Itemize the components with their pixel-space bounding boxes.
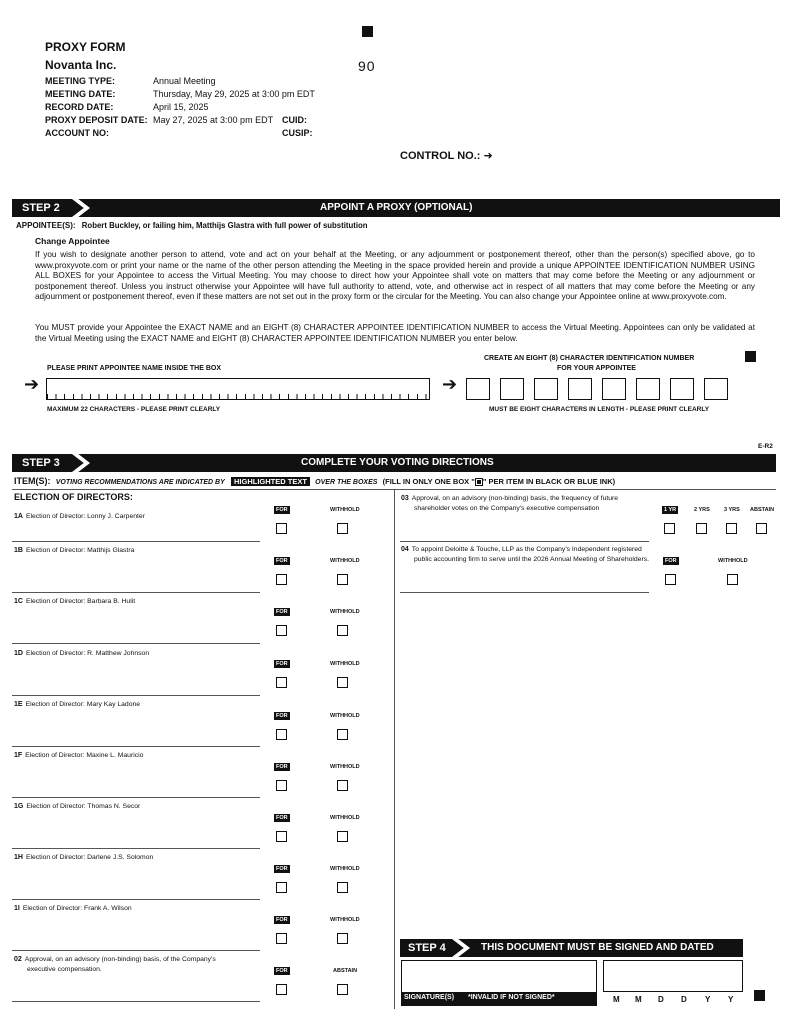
- row-divider: [12, 541, 260, 542]
- account-no-label: ACCOUNT NO:: [45, 128, 109, 138]
- step2-label: STEP 2: [22, 202, 60, 214]
- director-1i-text: [14, 904, 132, 914]
- director-1a-withhold-label: WITHHOLD: [330, 507, 360, 513]
- highlighted-text-sample: HIGHLIGHTED TEXT: [231, 477, 310, 486]
- filled-box-icon: [475, 478, 483, 486]
- director-1i-withhold-checkbox[interactable]: [337, 933, 348, 944]
- control-number-label: CONTROL NO.: ➜: [400, 150, 493, 162]
- item-label: Election of Director: Darlene J.S. Solomon: [25, 854, 154, 861]
- appointee-id-char-1[interactable]: [466, 378, 490, 400]
- appointee-id-label-1: CREATE AN EIGHT (8) CHARACTER IDENTIFICATION NUMBER: [484, 355, 695, 362]
- director-1a-text: [14, 512, 145, 522]
- item-02-abstain-label: ABSTAIN: [333, 968, 358, 974]
- director-1b-text: [14, 546, 134, 556]
- id-arrow-icon: ➔: [442, 374, 458, 394]
- date-input[interactable]: [603, 960, 743, 992]
- item-02-abstain-checkbox[interactable]: [337, 984, 348, 995]
- appointee-id-label-2: FOR YOUR APPOINTEE: [557, 365, 636, 372]
- record-date-label: RECORD DATE:: [45, 102, 114, 112]
- row-divider: [12, 643, 260, 644]
- director-1c-withhold-label: WITHHOLD: [330, 609, 360, 615]
- row-divider: [12, 746, 260, 747]
- director-1b-for-label: FOR: [276, 558, 288, 564]
- director-1h-for-checkbox[interactable]: [276, 882, 287, 893]
- item-number: 1B: [14, 547, 23, 554]
- item-label: Election of Director: Barbara B. Hulit: [25, 598, 136, 605]
- election-heading: ELECTION OF DIRECTORS:: [14, 492, 133, 502]
- director-1b-for-checkbox[interactable]: [276, 574, 287, 585]
- row-divider: [12, 797, 260, 798]
- form-revision-code: E-R2: [758, 443, 773, 450]
- proxy-deposit-date-value: May 27, 2025 at 3:00 pm EDT: [153, 115, 274, 125]
- change-appointee-heading: Change Appointee: [35, 236, 110, 246]
- director-1e-text: [14, 700, 140, 710]
- item-label: Election of Director: R. Matthew Johnson: [25, 650, 150, 657]
- date-letter-d1: D: [658, 995, 664, 1004]
- appointee-id-char-8[interactable]: [704, 378, 728, 400]
- director-1i-for-label: FOR: [276, 917, 288, 923]
- appointee-id-note: MUST BE EIGHT CHARACTERS IN LENGTH - PLEASE PRINT CLEARLY: [489, 406, 710, 413]
- appointee-id-char-3[interactable]: [534, 378, 558, 400]
- item-number: 1G: [14, 803, 24, 810]
- director-1c-withhold-checkbox[interactable]: [337, 625, 348, 636]
- item-label: Election of Director: Matthijs Glastra: [25, 547, 135, 554]
- item-label: Election of Director: Frank A. Wilson: [22, 905, 132, 912]
- item-03-1yr-checkbox[interactable]: [664, 523, 675, 534]
- director-1h-withhold-label: WITHHOLD: [330, 866, 360, 872]
- meeting-type-label: MEETING TYPE:: [45, 76, 116, 86]
- item-number: 1H: [14, 854, 23, 861]
- date-letter-y2: Y: [728, 995, 734, 1004]
- step4-bar: [400, 939, 743, 957]
- director-1f-withhold-label: WITHHOLD: [330, 764, 360, 770]
- row-divider: [12, 592, 260, 593]
- appointee-id-char-5[interactable]: [602, 378, 626, 400]
- appointee-id-char-7[interactable]: [670, 378, 694, 400]
- item-03-1yr-label: 1 YR: [664, 507, 677, 513]
- director-1d-text: [14, 649, 149, 659]
- step4-title: THIS DOCUMENT MUST BE SIGNED AND DATED: [481, 942, 714, 953]
- item-03-2yrs-label: 2 YRS: [694, 507, 710, 513]
- director-1f-withhold-checkbox[interactable]: [337, 780, 348, 791]
- director-1f-for-checkbox[interactable]: [276, 780, 287, 791]
- director-1a-for-checkbox[interactable]: [276, 523, 287, 534]
- item-04-withhold-checkbox[interactable]: [727, 574, 738, 585]
- director-1d-for-label: FOR: [276, 661, 288, 667]
- item-number: 1I: [14, 905, 20, 912]
- item-04-line1: To appoint Deloitte & Touche, LLP as the Company's Independent registered: [411, 546, 642, 553]
- item-label: Election of Director: Lonny J. Carpenter: [25, 513, 145, 520]
- row-divider: [12, 950, 260, 951]
- signature-footer: [401, 992, 597, 1006]
- filled-box-inner: [477, 480, 481, 484]
- appointee-instructions: If you wish to designate another person to attend, vote and act on your behalf at the Meeting, or any adjournment or postponement thereof, other than the person(s) specified above, go to www.proxyvote.com or print your name or the name of the other person attending the Meeting in the space provided herein and provide a unique APPOINTEE IDENTIFICATION NUMBER USING ALL BOXES for your Appointee to access the Virtual Meeting. You may choose to direct how your Appointee shall vote on matters that may come before the Meeting or any adjournment or postponement thereof. Unless you instruct otherwise your Appointee will have full authority to attend, vote, and otherwise act in respect of all matters that may come before the Meeting or any adjournment or postponement thereof, even if these matters are not set out in the proxy form or the circular for the Meeting. You can also change your Appointee online at www.proxyvote.com.: [35, 250, 755, 301]
- item-03-line2: shareholder votes on the Company's executive compensation: [414, 505, 600, 512]
- items-header: [14, 476, 615, 486]
- step4-label: STEP 4: [408, 942, 446, 954]
- director-1e-withhold-label: WITHHOLD: [330, 713, 360, 719]
- date-letter-d2: D: [681, 995, 687, 1004]
- step2-title: APPOINT A PROXY (OPTIONAL): [320, 202, 473, 213]
- director-1c-for-label: FOR: [276, 609, 288, 615]
- row-divider: [400, 541, 649, 542]
- item-02-for-label: FOR: [276, 968, 288, 974]
- item-03-text: [401, 494, 618, 514]
- items-note-1: VOTING RECOMMENDATIONS ARE INDICATED BY: [55, 479, 225, 486]
- record-date-value: April 15, 2025: [153, 102, 209, 112]
- row-divider: [12, 899, 260, 900]
- step3-label: STEP 3: [22, 457, 60, 469]
- step3-chevron-icon: [72, 454, 90, 472]
- director-1f-for-label: FOR: [276, 764, 288, 770]
- column-divider: [394, 489, 395, 1009]
- appointee-id-char-6[interactable]: [636, 378, 660, 400]
- director-1e-for-checkbox[interactable]: [276, 729, 287, 740]
- director-1e-withhold-checkbox[interactable]: [337, 729, 348, 740]
- item-04-for-label: FOR: [665, 558, 677, 564]
- date-letter-m1: M: [613, 995, 620, 1004]
- item-label: Election of Director: Mary Kay Ladone: [25, 701, 141, 708]
- item-02-for-checkbox[interactable]: [276, 984, 287, 995]
- director-1i-for-checkbox[interactable]: [276, 933, 287, 944]
- appointees-label: [16, 221, 368, 230]
- director-1g-text: [14, 802, 140, 812]
- director-1h-withhold-checkbox[interactable]: [337, 882, 348, 893]
- appointee-name-label: PLEASE PRINT APPOINTEE NAME INSIDE THE BOX: [47, 365, 221, 372]
- director-1b-withhold-checkbox[interactable]: [337, 574, 348, 585]
- date-letter-y1: Y: [705, 995, 711, 1004]
- item-04-for-checkbox[interactable]: [665, 574, 676, 585]
- cusip-label: CUSIP:: [282, 128, 313, 138]
- director-1h-text: [14, 853, 153, 863]
- meeting-date-value: Thursday, May 29, 2025 at 3:00 pm EDT: [153, 89, 315, 99]
- meeting-date-label: MEETING DATE:: [45, 89, 116, 99]
- item-number: 02: [14, 956, 22, 963]
- item-02-line1: Approval, on an advisory (non-binding) basis, of the Company's: [24, 956, 216, 963]
- name-box-character-ticks: [47, 394, 429, 399]
- item-label: Election of Director: Thomas N. Secor: [26, 803, 141, 810]
- items-label: ITEM(S):: [14, 476, 51, 486]
- appointee-id-char-2[interactable]: [500, 378, 524, 400]
- registration-mark-bottom: [754, 990, 765, 1001]
- director-1i-withhold-label: WITHHOLD: [330, 917, 360, 923]
- meeting-type-value: Annual Meeting: [153, 76, 216, 86]
- director-1d-withhold-label: WITHHOLD: [330, 661, 360, 667]
- row-divider: [400, 592, 649, 593]
- appointees-heading: APPOINTEE(S):: [16, 221, 76, 230]
- name-arrow-icon: ➔: [24, 374, 40, 394]
- step2-chevron-icon: [72, 199, 90, 217]
- step2-bar: [12, 199, 780, 217]
- item-number: 1A: [14, 513, 23, 520]
- director-1g-withhold-checkbox[interactable]: [337, 831, 348, 842]
- item-04-withhold-label: WITHHOLD: [718, 558, 748, 564]
- item-number: 03: [401, 495, 409, 502]
- registration-mark-top: [362, 26, 373, 37]
- item-02-text: [14, 955, 216, 975]
- item-number: 1D: [14, 650, 23, 657]
- appointees-text: Robert Buckley, or failing him, Matthijs Glastra with full power of substitution: [81, 221, 368, 230]
- item-number: 1C: [14, 598, 23, 605]
- director-1c-for-checkbox[interactable]: [276, 625, 287, 636]
- item-number: 04: [401, 546, 409, 553]
- item-number: 1E: [14, 701, 23, 708]
- signature-label: SIGNATURE(S): [404, 994, 455, 1001]
- fill-note-1: (FILL IN ONLY ONE BOX ": [382, 477, 475, 486]
- director-1d-for-checkbox[interactable]: [276, 677, 287, 688]
- appointee-id-char-4[interactable]: [568, 378, 592, 400]
- item-04-line2: public accounting firm to serve until the 2026 Annual Meeting of Shareholders.: [414, 556, 650, 563]
- item-04-text: [401, 545, 649, 565]
- appointee-name-input[interactable]: [46, 378, 430, 400]
- item-label: Election of Director: Maxine L. Mauricio: [25, 752, 144, 759]
- date-letter-m2: M: [635, 995, 642, 1004]
- item-03-3yrs-checkbox[interactable]: [726, 523, 737, 534]
- director-1g-withhold-label: WITHHOLD: [330, 815, 360, 821]
- director-1a-for-label: FOR: [276, 507, 288, 513]
- items-note-2: OVER THE BOXES: [315, 479, 378, 486]
- item-02-line2: executive compensation.: [27, 966, 102, 973]
- item-03-3yrs-label: 3 YRS: [724, 507, 740, 513]
- director-1f-text: [14, 751, 143, 761]
- row-divider: [12, 848, 260, 849]
- director-1c-text: [14, 597, 135, 607]
- director-1g-for-checkbox[interactable]: [276, 831, 287, 842]
- step3-bar: [12, 454, 776, 472]
- director-1g-for-label: FOR: [276, 815, 288, 821]
- appointee-name-note: MAXIMUM 22 CHARACTERS - PLEASE PRINT CLEARLY: [47, 406, 221, 413]
- row-divider: [12, 695, 260, 696]
- item-03-abstain-label: ABSTAIN: [750, 507, 775, 513]
- proxy-deposit-date-label: PROXY DEPOSIT DATE:: [45, 115, 148, 125]
- director-1h-for-label: FOR: [276, 866, 288, 872]
- director-1b-withhold-label: WITHHOLD: [330, 558, 360, 564]
- director-1d-withhold-checkbox[interactable]: [337, 677, 348, 688]
- item-number: 1F: [14, 752, 23, 759]
- director-1a-withhold-checkbox[interactable]: [337, 523, 348, 534]
- form-code: 90: [358, 58, 376, 74]
- registration-mark-mid: [745, 351, 756, 362]
- step3-title: COMPLETE YOUR VOTING DIRECTIONS: [301, 457, 494, 468]
- item-03-abstain-checkbox[interactable]: [756, 523, 767, 534]
- director-1e-for-label: FOR: [276, 713, 288, 719]
- item-03-2yrs-checkbox[interactable]: [696, 523, 707, 534]
- company-name: Novanta Inc.: [45, 58, 117, 72]
- item-03-line1: Approval, on an advisory (non-binding) basis, the frequency of future: [411, 495, 619, 502]
- row-divider: [12, 1001, 260, 1002]
- form-title: PROXY FORM: [45, 40, 126, 54]
- appointee-requirements: You MUST provide your Appointee the EXACT NAME and an EIGHT (8) CHARACTER APPOINTEE IDENTIFICATION NUMBER to access the Virtual Meeting. Appointees can only be validated at the Virtual Meeting using the EXACT NAME and EIGHT (8) CHARACTER APPOINTEE IDENTIFICATION NUMBER you enter below.: [35, 323, 755, 343]
- cuid-label: CUID:: [282, 115, 307, 125]
- fill-note-2: " PER ITEM IN BLACK OR BLUE INK): [482, 477, 616, 486]
- invalid-warning: *INVALID IF NOT SIGNED*: [468, 994, 555, 1001]
